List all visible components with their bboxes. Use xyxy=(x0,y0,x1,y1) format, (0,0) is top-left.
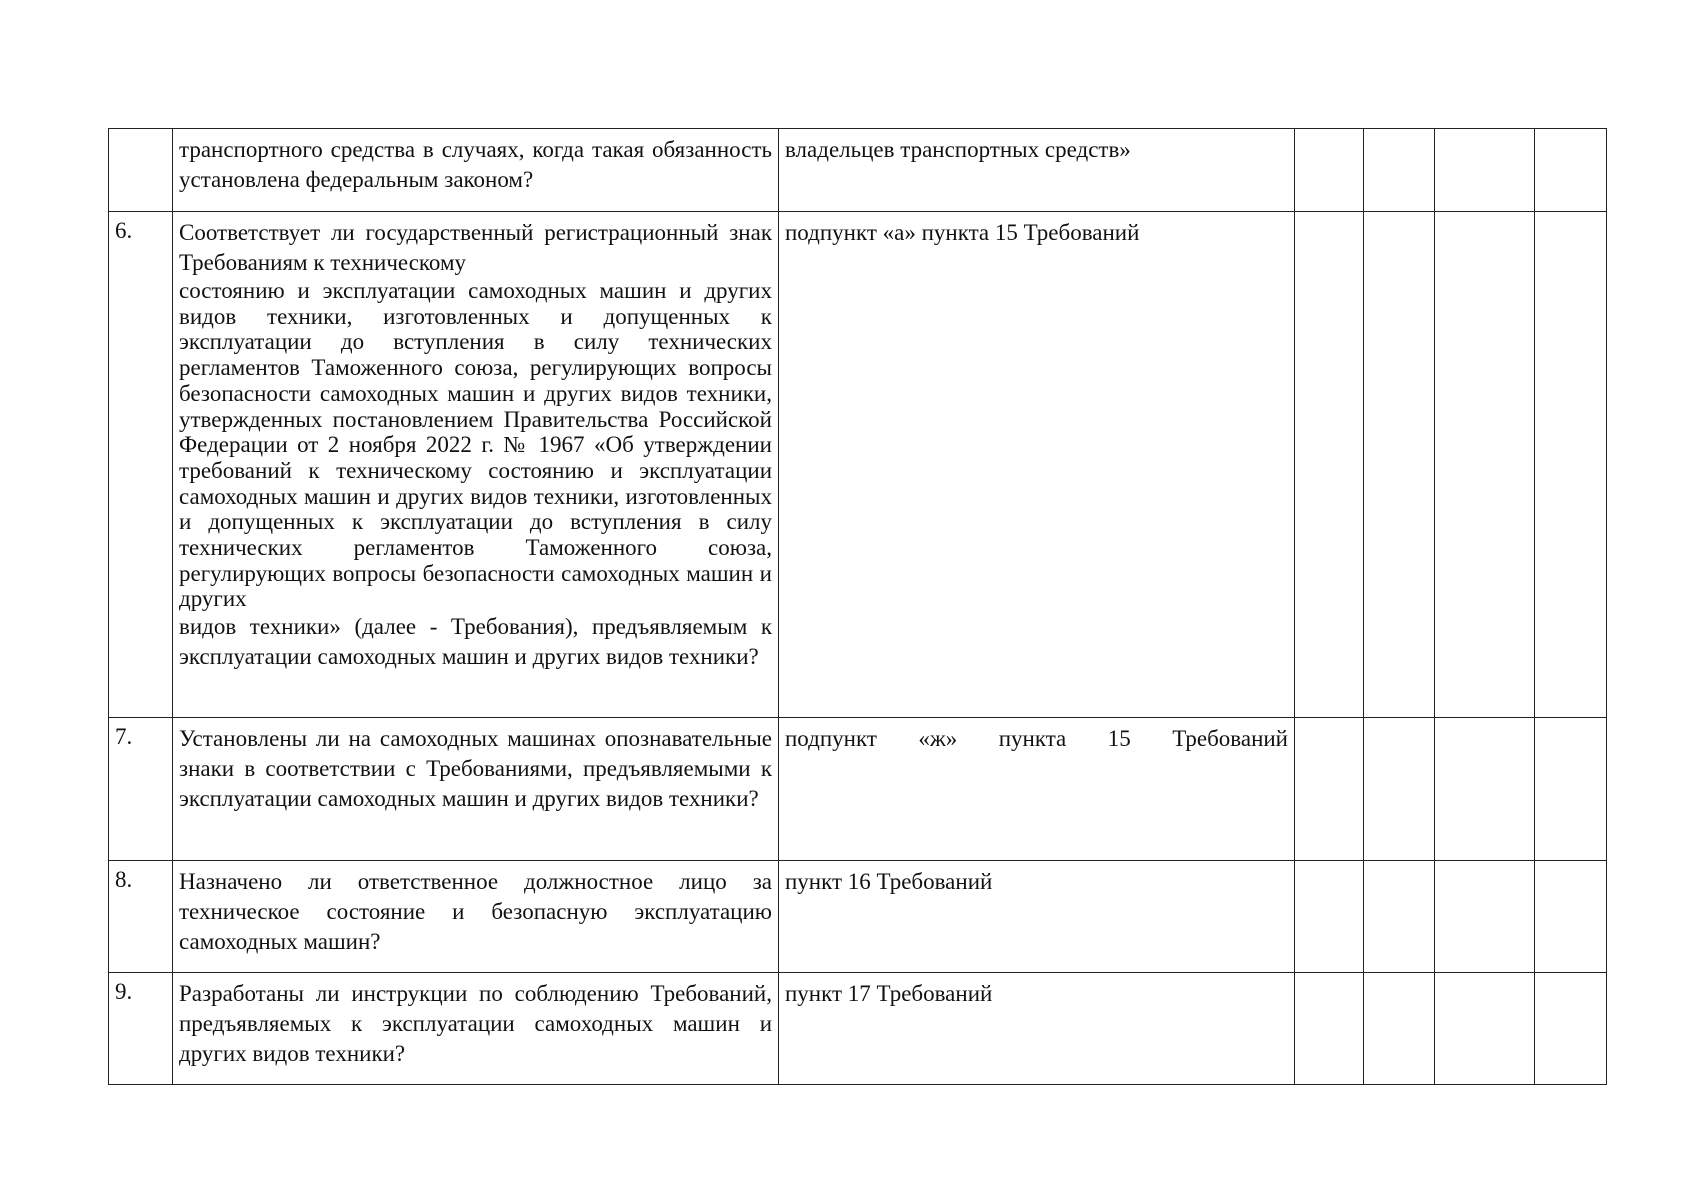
answer-yes-cell xyxy=(1295,861,1364,973)
checklist-table xyxy=(108,128,1607,1085)
question-text: транспортного средства в случаях, когда такая обязанность установлена федеральным законом? xyxy=(179,137,772,192)
answer-na-cell xyxy=(1435,718,1535,861)
answer-no-cell xyxy=(1364,212,1435,718)
answer-yes-cell xyxy=(1295,212,1364,718)
legal-basis-text: подпункт «а» пункта 15 Требований xyxy=(785,220,1140,245)
legal-basis-cell xyxy=(779,129,1295,212)
note-cell xyxy=(1535,129,1607,212)
note-cell xyxy=(1535,861,1607,973)
row-number xyxy=(109,129,173,212)
question-text: Установлены ли на самоходных машинах опознавательные знаки в соответствии с Требованиями, предъявляемыми к эксплуатации самоходных машин и других видов техники? xyxy=(179,726,772,811)
question-text-lead: Соответствует ли государственный регистрационный знак Требованиям к техническому xyxy=(179,220,772,275)
row-number: 7. xyxy=(109,718,173,861)
question-text: Разработаны ли инструкции по соблюдению Требований, предъявляемых к эксплуатации самоходных машин и других видов техники? xyxy=(179,981,772,1066)
answer-na-cell xyxy=(1435,129,1535,212)
question-cell xyxy=(173,973,779,1085)
answer-no-cell xyxy=(1364,973,1435,1085)
table-row xyxy=(109,212,1607,718)
question-text: Назначено ли ответственное должностное лицо за техническое состояние и безопасную эксплуатацию самоходных машин? xyxy=(179,869,772,954)
legal-basis-cell xyxy=(779,718,1295,861)
legal-basis-text: пункт 17 Требований xyxy=(785,981,993,1006)
answer-na-cell xyxy=(1435,861,1535,973)
question-cell xyxy=(173,212,779,718)
question-cell xyxy=(173,129,779,212)
legal-basis-text: владельцев транспортных средств» xyxy=(785,137,1131,162)
question-text-dense: состоянию и эксплуатации самоходных машин и других видов техники, изготовленных и допущенных к эксплуатации до вступления в силу технических регламентов Таможенного союза, регулирующих вопросы безопасности самоходных машин и других видов техники, утвержденных постановлением Правительства Российской Федерации от 2 ноября 2022 г. № 1967 «Об утверждении требований к техническому состоянию и эксплуатации самоходных машин и других видов техники, изготовленных и допущенных к эксплуатации до вступления в силу технических регламентов Таможенного союза, регулирующих вопросы безопасности самоходных машин и других xyxy=(179,278,772,612)
table-row xyxy=(109,861,1607,973)
answer-na-cell xyxy=(1435,212,1535,718)
legal-basis-cell xyxy=(779,973,1295,1085)
legal-basis-cell xyxy=(779,212,1295,718)
answer-na-cell xyxy=(1435,973,1535,1085)
answer-yes-cell xyxy=(1295,718,1364,861)
row-number: 6. xyxy=(109,212,173,718)
legal-basis-cell xyxy=(779,861,1295,973)
row-number: 8. xyxy=(109,861,173,973)
answer-no-cell xyxy=(1364,861,1435,973)
answer-yes-cell xyxy=(1295,129,1364,212)
legal-basis-text: пункт 16 Требований xyxy=(785,869,993,894)
question-cell xyxy=(173,861,779,973)
note-cell xyxy=(1535,212,1607,718)
table-row xyxy=(109,129,1607,212)
question-cell xyxy=(173,718,779,861)
answer-no-cell xyxy=(1364,718,1435,861)
question-text-tail: видов техники» (далее - Требования), предъявляемым к эксплуатации самоходных машин и других видов техники? xyxy=(179,614,772,670)
row-number: 9. xyxy=(109,973,173,1085)
legal-basis-text: подпункт «ж» пункта 15 Требований xyxy=(785,726,1288,751)
answer-yes-cell xyxy=(1295,973,1364,1085)
note-cell xyxy=(1535,718,1607,861)
note-cell xyxy=(1535,973,1607,1085)
table-row xyxy=(109,718,1607,861)
table-row xyxy=(109,973,1607,1085)
answer-no-cell xyxy=(1364,129,1435,212)
